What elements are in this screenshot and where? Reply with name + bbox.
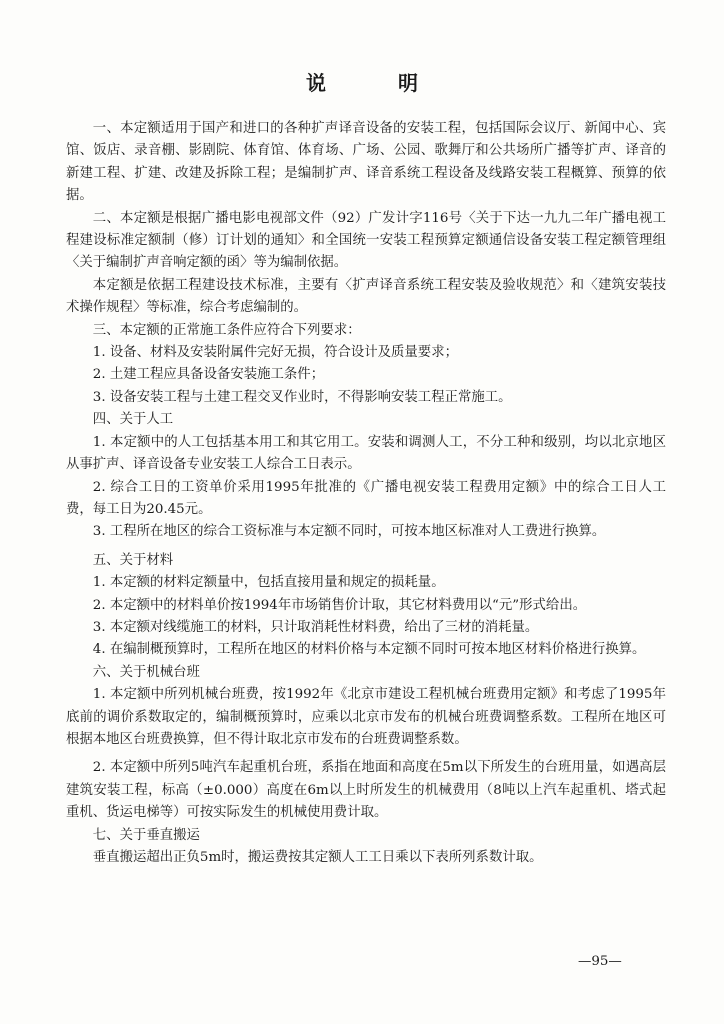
section-heading-machinery: 六、关于机械台班 [92, 664, 200, 680]
list-item: 2. 土建工程应具备设备安装施工条件； [92, 367, 325, 383]
list-item: 3. 本定额对线缆施工的材料，只计取消耗性材料费，给出了三材的消耗量。 [92, 619, 539, 635]
document-body [66, 118, 666, 869]
paragraph-vertical-transport: 垂直搬运超出正负5m时，搬运费按其定额人工工日乘以下表所列系数计取。 [92, 850, 543, 865]
list-item: 1. 本定额中的人工包括基本用工和其它用工。安装和调测人工，不分工种和级别，均以北京地区从事扩声、译音设备专业安装工人综合工日表示。 [66, 434, 666, 473]
list-item: 3. 工程所在地区的综合工资标准与本定额不同时，可按本地区标准对人工费进行换算。 [92, 524, 606, 540]
list-item: 1. 本定额中所列机械台班费，按1992年《北京市建设工程机械台班费用定额》和考虑了1995年底前的调价系数取定的，编制概预算时，应乘以北京市发布的机械台班费调整系数。工程所在地区可根据本地区台班费换算，但不得计取北京市发布的台班费调整系数。 [66, 687, 666, 747]
section-heading-conditions: 三、本定额的正常施工条件应符合下列要求： [92, 322, 361, 338]
list-item: 3. 设备安装工程与土建工程交叉作业时，不得影响安装工程正常施工。 [92, 389, 512, 405]
section-heading-labor: 四、关于人工 [92, 412, 174, 428]
list-item: 2. 综合工日的工资单价采用1995年批准的《广播电视安装工程费用定额》中的综合工日人工费，每工日为20.45元。 [66, 479, 666, 517]
list-item: 2. 本定额中所列5吨汽车起重机台班，系指在地面和高度在5m以下所发生的台班用量，如遇高层建筑安装工程，标高（±0.000）高度在6m以上时所发生的机械费用（8吨以上汽车起重机、塔式起重机、货运电梯等）可按实际发生的机械使用费计取。 [66, 760, 666, 821]
list-item: 4. 在编制概预算时，工程所在地区的材料价格与本定额不同时可按本地区材料价格进行换算。 [92, 642, 646, 658]
paragraph-standards: 本定额是依据工程建设技术标准，主要有〈扩声译音系统工程安装及验收规范〉和〈建筑安装技术操作规程〉等标准，综合考虑编制的。 [66, 277, 666, 316]
list-item: 1. 设备、材料及安装附属件完好无损，符合设计及质量要求； [92, 345, 458, 361]
list-item: 1. 本定额的材料定额量中，包括直接用量和规定的损耗量。 [92, 575, 445, 591]
page-number: —95— [578, 954, 622, 969]
list-item: 2. 本定额中的材料单价按1994年市场销售价计取，其它材料费用以“元”形式给出。 [92, 597, 587, 613]
section-heading-vertical-transport: 七、关于垂直搬运 [92, 827, 200, 843]
section-heading-materials: 五、关于材料 [92, 552, 174, 568]
paragraph-basis: 二、本定额是根据广播电影电视部文件（92）广发计字116号〈关于下达一九九二年广播电视工程建设标准定额制（修）订计划的通知〉和全国统一安装工程预算定额通信设备安装工程定额管理组〈关于编制扩声音响定额的函〉等为编制依据。 [66, 210, 666, 271]
paragraph-scope: 一、本定额适用于国产和进口的各种扩声译音设备的安装工程，包括国际会议厅、新闻中心、宾馆、饭店、录音棚、影剧院、体育馆、体育场、广场、公园、歌舞厅和公共场所广播等扩声、译音的新建工程、扩建、改建及拆除工程；是编制扩声、译音系统工程设备及线路安装工程概算、预算的依据。 [66, 121, 666, 204]
page-title: 说 明 [306, 71, 444, 95]
